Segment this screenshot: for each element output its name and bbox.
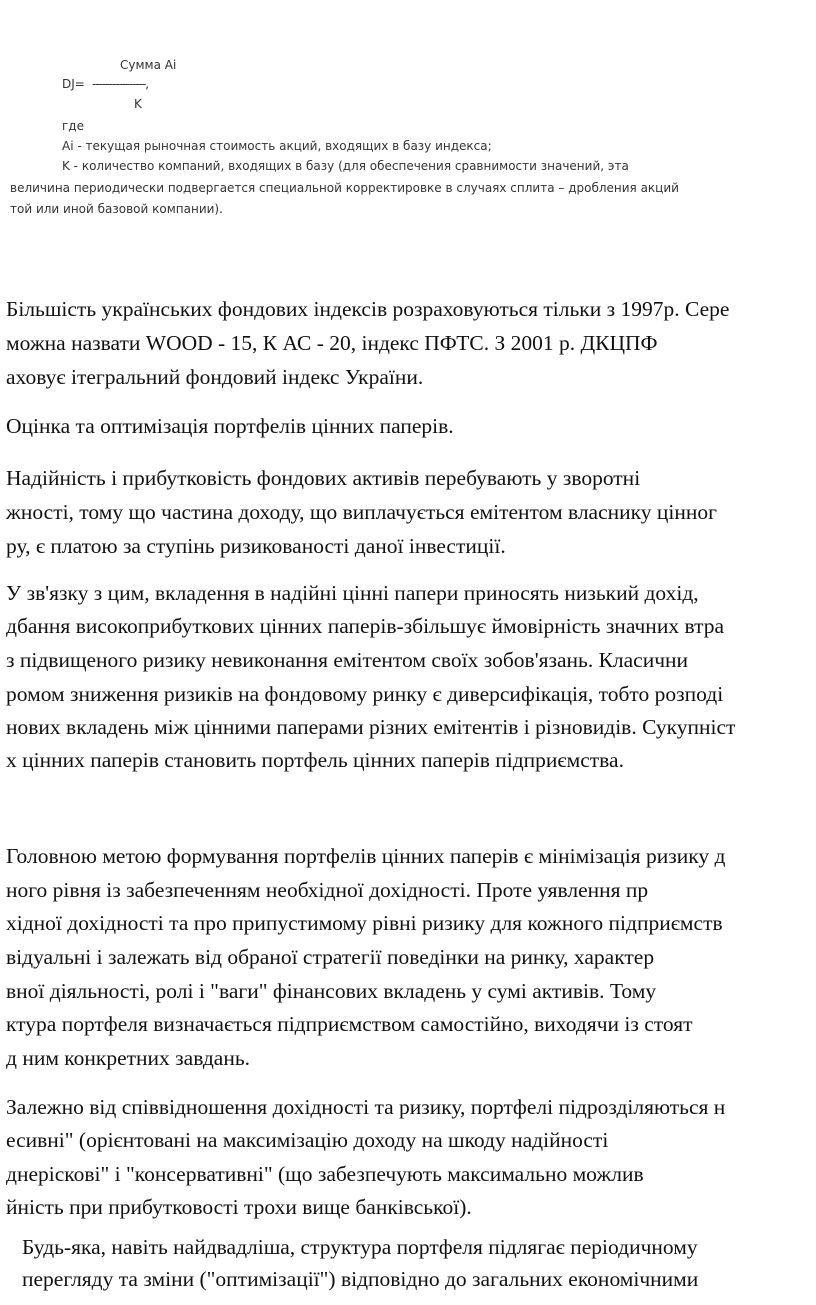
text-line: ромом зниження ризиків на фондовому ринку є диверсифікація, тобто розподі — [6, 682, 724, 706]
text-line: йність при прибутковості трохи вище банківської). — [6, 1195, 472, 1219]
text-line: хідної дохідності та про припустимому рівні ризику для кожного підприємств — [6, 911, 723, 935]
formula-denominator: K — [134, 97, 142, 111]
text-line: Більшість українських фондових індексів розраховуються тільки з 1997р. Сере — [6, 297, 730, 321]
text-line: У зв'язку з цим, вкладення в надійні цінні папери приносять низький дохід, — [6, 581, 699, 605]
text-line: жності, тому що частина доходу, що виплачується емітентом власнику цінног — [6, 500, 717, 524]
text-line: відуальні і залежать від обраної стратегії поведінки на ринку, характер — [6, 945, 655, 969]
text-line: перегляду та зміни ("оптимізації") відповідно до загальних економічними — [22, 1267, 699, 1291]
formula-lhs: DJ= — [62, 77, 85, 91]
section-heading: Оцінка та оптимізація портфелів цінних паперів. — [6, 414, 454, 438]
text-line: з підвищеного ризику невиконання емітентом своїх зобов'язань. Класични — [6, 648, 689, 672]
text-line: Головною метою формування портфелів цінних паперів є мінімізація ризику д — [6, 844, 726, 868]
k-definition-line-3: той или иной базовой компании). — [10, 202, 223, 216]
text-line: нових вкладень між цінними паперами різних емітентів і різновидів. Сукупніст — [6, 715, 736, 739]
text-line: вної діяльності, ролі і "ваги" фінансових вкладень у сумі активів. Тому — [6, 979, 657, 1003]
text-line: х цінних паперів становить портфель цінних паперів підприємства. — [6, 748, 624, 772]
formula-fraction-bar: ----------------, — [92, 77, 149, 91]
text-line: ру, є платою за ступінь ризикованості даної інвестиції. — [6, 534, 506, 558]
text-line: Надійність і прибутковість фондових активів перебувають у зворотні — [6, 466, 641, 490]
text-line: д ним конкретних завдань. — [6, 1046, 251, 1070]
k-definition-line-2: величина периодически подвергается специальной корректировке в случаях сплита – дробления акций — [10, 181, 679, 195]
text-line: можна назвати WOOD - 15, К АС - 20, індекс ПФТС. З 2001 р. ДКЦПФ — [6, 331, 658, 355]
ai-definition: Ai - текущая рыночная стоимость акций, входящих в базу индекса; — [62, 139, 492, 153]
text-line: ктура портфеля визначається підприємством самостійно, виходячи із стоят — [6, 1012, 693, 1036]
text-line: Будь-яка, навіть найдвадліша, структура портфеля підлягає періодичному — [22, 1235, 698, 1259]
text-line: дбання високоприбуткових цінних паперів-збільшує ймовірність значних втра — [6, 614, 725, 638]
text-line: есивні" (орієнтовані на максимізацію доходу на шкоду надійності — [6, 1128, 609, 1152]
text-line: ного рівня із забезпеченням необхідної дохідності. Проте уявлення пр — [6, 878, 649, 902]
k-definition-line-1: K - количество компаний, входящих в базу (для обеспечения сравнимости значений, эта — [62, 159, 629, 173]
formula-numerator: Сумма Ai — [120, 58, 177, 72]
where-label: где — [62, 119, 84, 133]
text-line: Залежно від співвідношення дохідності та ризику, портфелі підрозділяються н — [6, 1095, 726, 1119]
text-line: аховує ітегральний фондовий індекс України. — [6, 365, 424, 389]
text-line: днеріскові" і "консервативні" (що забезпечують максимально можлив — [6, 1162, 644, 1186]
